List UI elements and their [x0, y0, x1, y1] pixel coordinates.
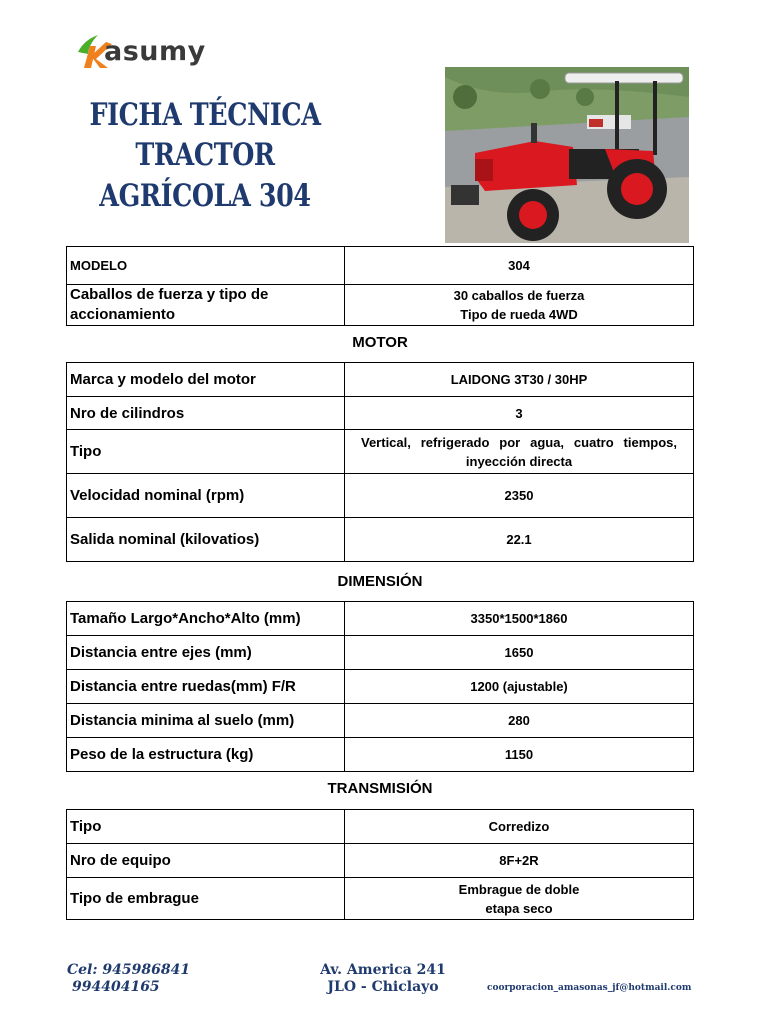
row-value: 280: [345, 704, 694, 738]
title-line-1: FICHA TÉCNICA: [89, 97, 321, 133]
row-label: Distancia minima al suelo (mm): [67, 704, 345, 738]
transmision-table: [66, 809, 694, 920]
row-value: 3: [345, 397, 694, 430]
row-label: Marca y modelo del motor: [67, 363, 345, 397]
section-heading-motor: MOTOR: [352, 334, 408, 351]
row-value-line: Tipo de rueda 4WD: [460, 307, 578, 322]
row-label: Nro de equipo: [67, 844, 345, 878]
table-row: [67, 810, 694, 844]
row-value: 1150: [345, 738, 694, 772]
section-heading-transmision: TRANSMISIÓN: [327, 780, 433, 797]
row-label: Tamaño Largo*Ancho*Alto (mm): [67, 602, 345, 636]
row-value-line: Embrague de doble: [458, 881, 580, 897]
row-value: LAIDONG 3T30 / 30HP: [345, 363, 694, 397]
table-row: [67, 602, 694, 636]
footer-phone-1: Cel: 945986841: [67, 962, 191, 978]
row-label: Tipo de embrague: [67, 878, 345, 920]
row-label-line: accionamiento: [70, 306, 176, 323]
footer-email: coorporacion_amasonas_jf@hotmail.com: [487, 983, 692, 993]
row-value: 3350*1500*1860: [345, 602, 694, 636]
table-row: [67, 474, 694, 518]
row-label: Velocidad nominal (rpm): [67, 474, 345, 518]
table-row: [67, 704, 694, 738]
tractor-photo: [445, 67, 689, 243]
row-label: Nro de cilindros: [67, 397, 345, 430]
row-value: [345, 878, 694, 920]
row-label-line: Caballos de fuerza y tipo de: [70, 286, 269, 303]
logo-wordmark: asumy: [104, 36, 206, 67]
row-label: Peso de la estructura (kg): [67, 738, 345, 772]
title-line-3: AGRÍCOLA 304: [99, 178, 311, 214]
table-row: [67, 430, 694, 474]
motor-table: [66, 362, 694, 562]
title-line-2: TRACTOR: [135, 137, 275, 173]
row-label: Salida nominal (kilovatios): [67, 518, 345, 562]
table-row: [67, 738, 694, 772]
dimension-table: [66, 601, 694, 772]
row-value: Vertical, refrigerado por agua, cuatro tiempos, inyección directa: [345, 430, 694, 474]
row-value: 1650: [345, 636, 694, 670]
row-label: Distancia entre ejes (mm): [67, 636, 345, 670]
footer-address-line-1: Av. America 241: [320, 962, 446, 978]
table-row: [67, 285, 694, 326]
table-row: [67, 247, 694, 285]
table-row: [67, 844, 694, 878]
table-row: [67, 518, 694, 562]
row-label: Distancia entre ruedas(mm) F/R: [67, 670, 345, 704]
row-label: [67, 285, 345, 326]
table-row: [67, 397, 694, 430]
row-value: Corredizo: [345, 810, 694, 844]
table-row: [67, 878, 694, 920]
row-value: 8F+2R: [345, 844, 694, 878]
row-label: Tipo: [67, 430, 345, 474]
row-value: 1200 (ajustable): [345, 670, 694, 704]
row-label: Tipo: [67, 810, 345, 844]
row-value: 304: [345, 247, 694, 285]
general-table: [66, 246, 694, 326]
table-row: [67, 670, 694, 704]
row-value: [345, 285, 694, 326]
kasumy-logo: [74, 30, 234, 74]
table-row: [67, 363, 694, 397]
row-value-line: etapa seco: [485, 900, 553, 916]
row-label: MODELO: [67, 247, 345, 285]
row-value: 2350: [345, 474, 694, 518]
section-heading-dimension: DIMENSIÓN: [337, 573, 423, 590]
footer-phone-2: 994404165: [72, 979, 160, 995]
footer-address-line-2: JLO - Chiclayo: [327, 979, 439, 995]
row-value: 22.1: [345, 518, 694, 562]
table-row: [67, 636, 694, 670]
row-value-line: 30 caballos de fuerza: [453, 288, 585, 303]
